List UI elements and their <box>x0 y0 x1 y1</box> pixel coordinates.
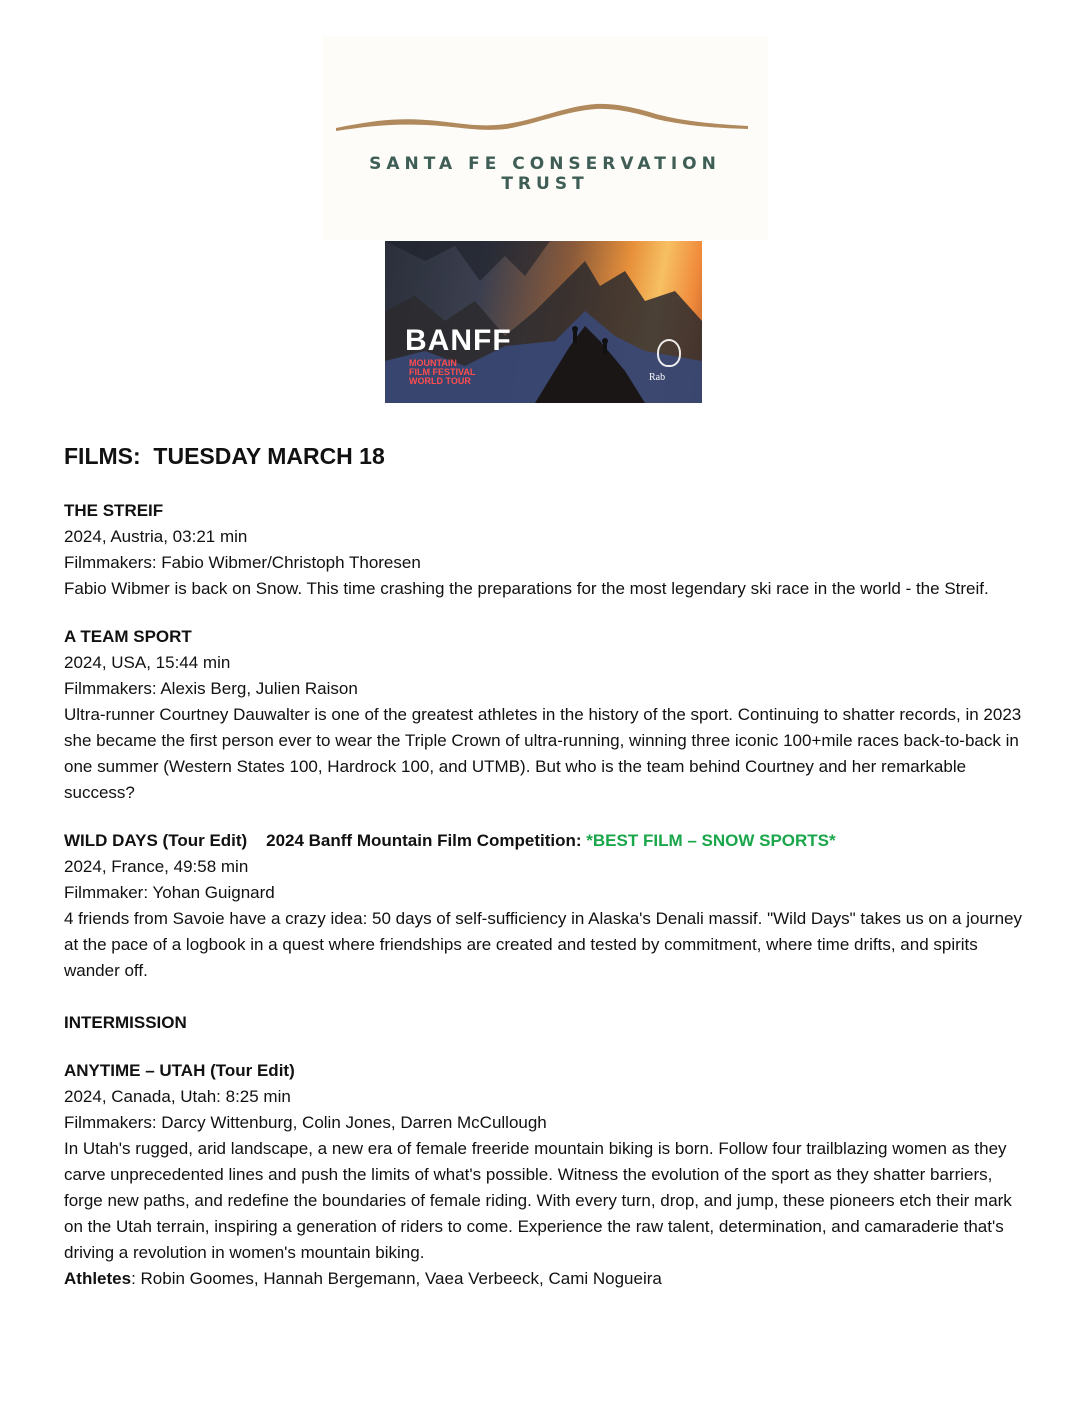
award-label: 2024 Banff Mountain Film Competition: <box>247 831 587 850</box>
banff-banner <box>385 241 702 403</box>
award-highlight: *BEST FILM – SNOW SPORTS* <box>586 831 836 850</box>
intermission-label: INTERMISSION <box>64 1013 187 1032</box>
film-description: 4 friends from Savoie have a crazy idea: 50 days of self-sufficiency in Alaska's Denali massif. "Wild Days" takes us on a journey at the pace of a logbook in a quest where friendships are created and tested by commitment, where time drifts, and spirits wander off. <box>64 909 1022 980</box>
film-filmmakers: Filmmakers: Darcy Wittenburg, Colin Jones, Darren McCullough <box>64 1113 547 1132</box>
film-filmmakers: Filmmaker: Yohan Guignard <box>64 883 275 902</box>
film-entry <box>64 498 1034 602</box>
film-meta: 2024, Canada, Utah: 8:25 min <box>64 1087 291 1106</box>
film-entry <box>64 1058 1034 1292</box>
film-filmmakers: Filmmakers: Alexis Berg, Julien Raison <box>64 679 358 698</box>
film-title-row <box>64 828 1034 854</box>
bear-paw-icon <box>657 339 681 367</box>
org-name: SANTA FE CONSERVATION TRUST <box>369 154 721 194</box>
banner-subtitle <box>409 359 475 386</box>
film-entry <box>64 828 1034 984</box>
banner-subtitle-line: WORLD TOUR <box>409 376 471 386</box>
film-description: In Utah's rugged, arid landscape, a new era of female freeride mountain biking is born. Follow four trailblazing women as they carve unprecedented lines and push the limits of what's possible. Witness the evolution of the sport as they shatter barriers, forge new paths, and redefine the boundaries of female riding. With every turn, drop, and jump, these pioneers etch their mark on the Utah terrain, inspiring a generation of riders to come. Experience the raw talent, determination, and camaraderie that's driving a revolution in women's mountain biking. <box>64 1139 1012 1262</box>
film-description: Fabio Wibmer is back on Snow. This time crashing the preparations for the most legendary ski race in the world - the Streif. <box>64 579 989 598</box>
film-meta: 2024, USA, 15:44 min <box>64 653 231 672</box>
film-description: Ultra-runner Courtney Dauwalter is one of the greatest athletes in the history of the sport. Continuing to shatter records, in 2023 she became the first person ever to wear the Triple Crown of ultra-running, winning three iconic 100+mile races back-to-back in one summer (Western States 100, Hardrock 100, and UTMB). But who is the team behind Courtney and her remarkable success? <box>64 705 1022 802</box>
athletes-label: Athletes <box>64 1269 132 1288</box>
conservation-trust-logo <box>322 36 768 240</box>
athletes-list: : Robin Goomes, Hannah Bergemann, Vaea Verbeeck, Cami Nogueira <box>131 1269 662 1288</box>
film-title: ANYTIME – UTAH (Tour Edit) <box>64 1061 295 1080</box>
film-title: WILD DAYS (Tour Edit) <box>64 831 248 850</box>
film-listing <box>64 436 1034 1292</box>
sponsor-logo: Rab <box>649 372 666 383</box>
film-meta: 2024, Austria, 03:21 min <box>64 527 248 546</box>
banner-subtitle-line: FILM FESTIVAL <box>409 367 476 377</box>
film-filmmakers: Filmmakers: Fabio Wibmer/Christoph Thoresen <box>64 553 421 572</box>
mountain-ridge-icon <box>336 98 748 138</box>
film-entry <box>64 624 1034 806</box>
page-title: FILMS: TUESDAY MARCH 18 <box>64 443 385 469</box>
film-meta: 2024, France, 49:58 min <box>64 857 249 876</box>
film-athletes <box>64 1266 1034 1292</box>
film-title: A TEAM SPORT <box>64 627 192 646</box>
banner-brand: BANFF <box>405 324 512 357</box>
banner-subtitle-line: MOUNTAIN <box>409 358 457 368</box>
film-title: THE STREIF <box>64 501 164 520</box>
